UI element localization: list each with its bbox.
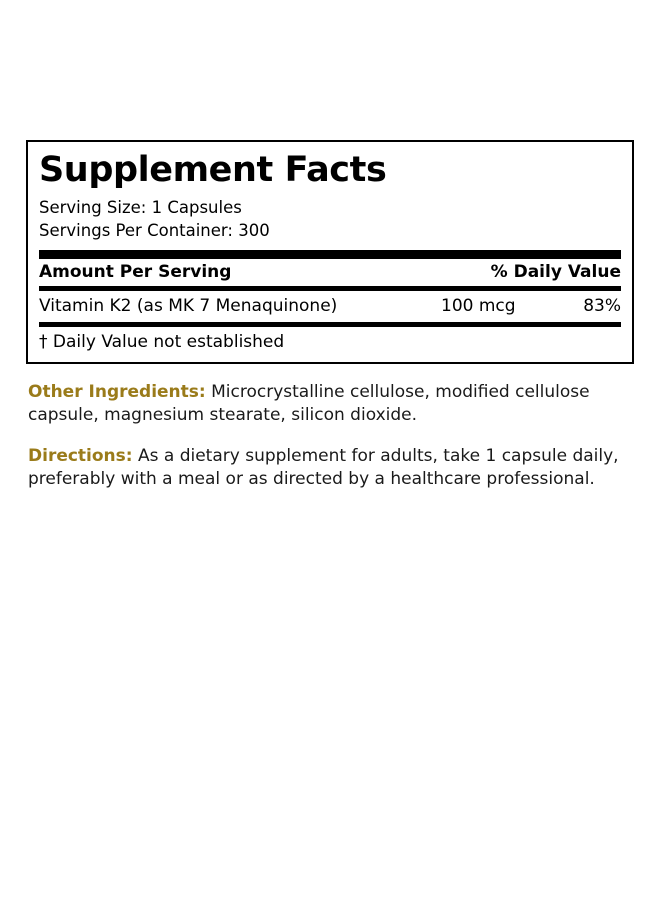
other-ingredients-paragraph xyxy=(26,381,634,428)
other-ingredients-label: Other Ingredients: xyxy=(28,381,206,402)
other-ingredients-text: Microcrystalline cellulose, modified cellulose capsule, magnesium stearate, silicon dioxide. xyxy=(28,381,590,426)
nutrient-amount: 100 mcg xyxy=(441,295,516,316)
serving-size-line: Serving Size: 1 Capsules xyxy=(39,197,242,217)
servings-per-container-line: Servings Per Container: 300 xyxy=(39,221,270,241)
table-header-row xyxy=(39,259,621,286)
amount-per-serving-header: Amount Per Serving xyxy=(39,261,232,282)
directions-label: Directions: xyxy=(28,445,133,466)
directions-paragraph xyxy=(26,445,634,492)
daily-value-header: % Daily Value xyxy=(490,261,621,282)
supplement-facts-panel xyxy=(26,140,634,364)
nutrient-name: Vitamin K2 (as MK 7 Menaquinone) xyxy=(39,295,338,316)
directions-text: As a dietary supplement for adults, take 1 capsule daily, preferably with a meal or as directed by a healthcare professional. xyxy=(28,445,619,489)
divider-thick-top xyxy=(39,250,621,259)
daily-value-footnote: † Daily Value not established xyxy=(39,331,285,352)
table-row xyxy=(39,291,621,322)
nutrient-daily-value: 83% xyxy=(583,295,621,316)
page-title: Supplement Facts xyxy=(39,150,387,190)
